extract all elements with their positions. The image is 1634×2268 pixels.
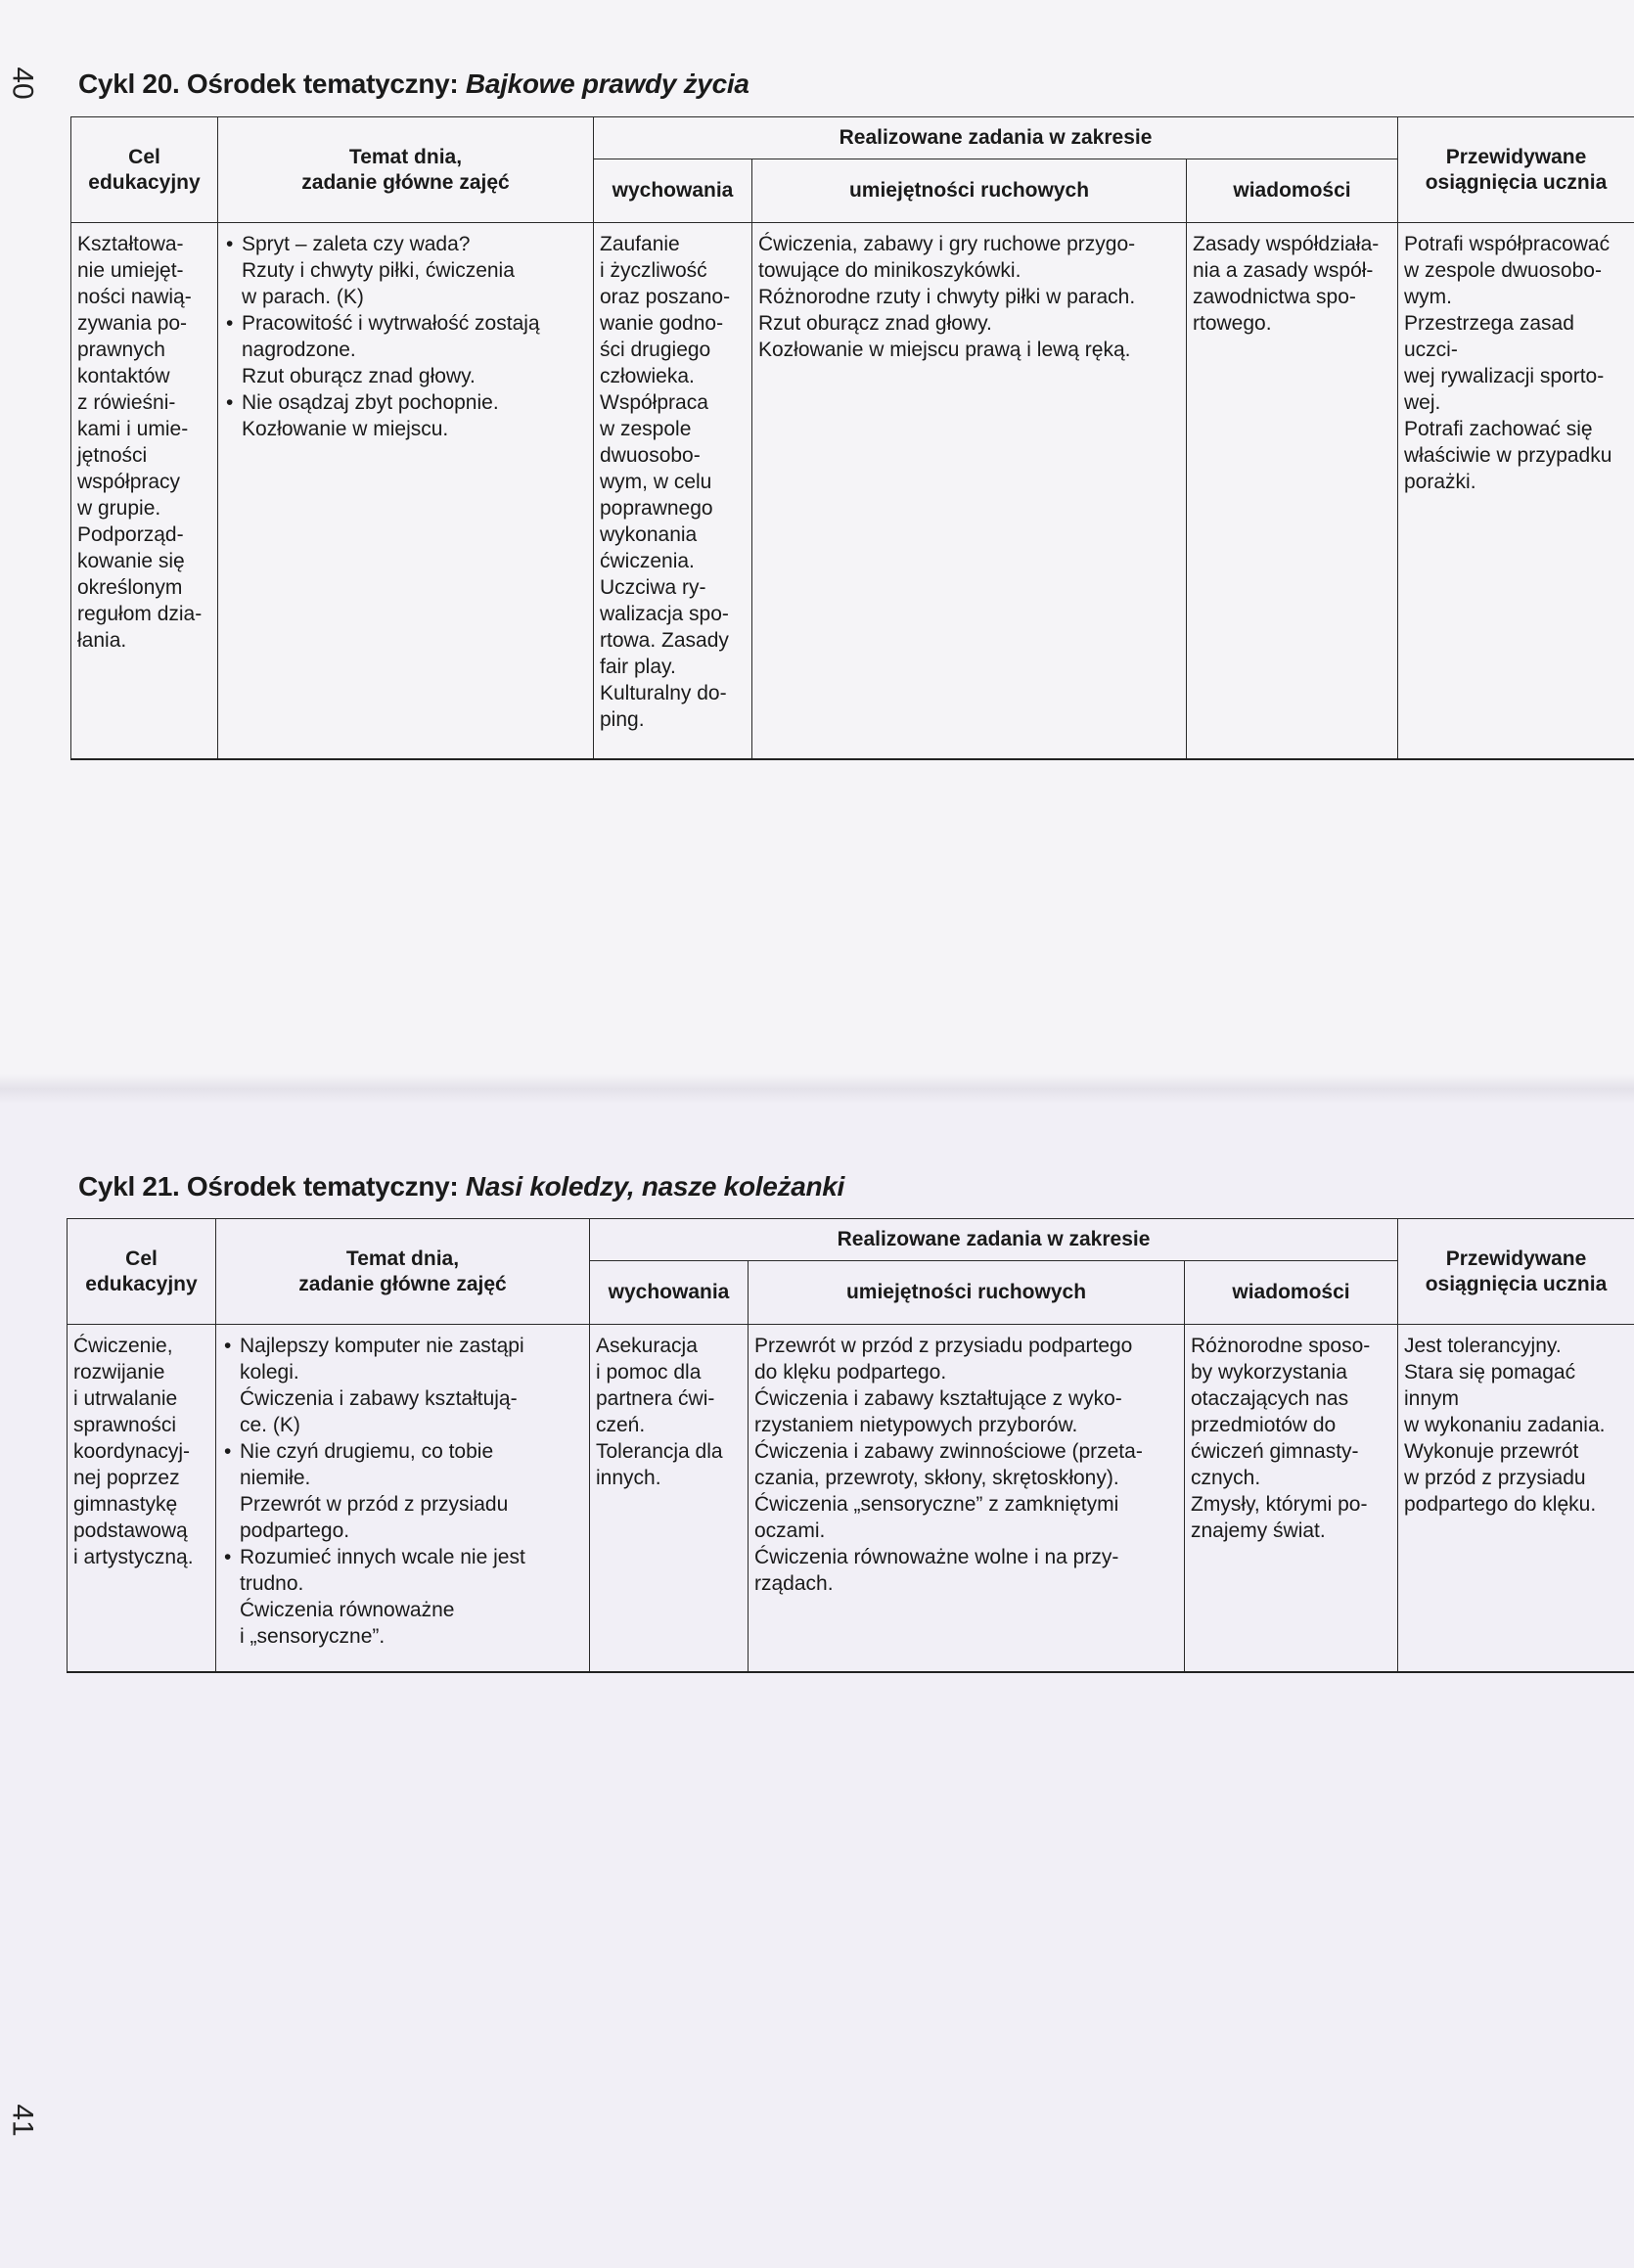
cycle-21-title-theme: Nasi koledzy, nasze koleżanki <box>465 1171 845 1202</box>
page-fold <box>0 1074 1634 1104</box>
cycle-20-achievements: Potrafi współpracować w zespole dwuosobo- wym. Przestrzega zasad uczci- wej rywalizacji sporto- wej. Potrafi zachować się właściwie w przypadku porażki. <box>1398 223 1634 759</box>
cycle-20-title-theme: Bajkowe prawdy życia <box>465 68 749 99</box>
header-motor-skills: umiejętności ruchowych <box>752 159 1187 223</box>
cycle-20-topic: • Nie osądzaj zbyt pochopnie. Kozłowanie w miejscu. <box>224 389 587 442</box>
header-tasks-group: Realizowane zadania w zakresie <box>594 117 1398 159</box>
cycle-20-goal: Kształtowa- nie umiejęt- ności nawią- zywania po- prawnych kontaktów z rówieśni- kami i umie- jętności współpracy w grupie. Podporząd- kowanie się określonym regułom dzia- łania. <box>71 223 218 759</box>
cycle-21-title-prefix: Cykl 21. Ośrodek tematyczny: <box>78 1171 466 1202</box>
cycle-21-topic: • Nie czyń drugiemu, co tobie niemiłe. Przewrót w przód z przysiadu podpartego. <box>222 1438 583 1544</box>
header-topic: Temat dnia, zadanie główne zajęć <box>216 1219 590 1325</box>
page-number-bottom: 41 <box>6 2104 39 2137</box>
cycle-21-upbringing: Asekuracja i pomoc dla partnera ćwi- czeń. Tolerancja dla innych. <box>590 1325 749 1672</box>
cycle-21-topic: • Najlepszy komputer nie zastąpi kolegi. Ćwiczenia i zabawy kształtują- ce. (K) <box>222 1333 583 1438</box>
cycle-21-achievements: Jest tolerancyjny. Stara się pomagać innym w wykonaniu zadania. Wykonuje przewrót w przód z przysiadu podpartego do klęku. <box>1398 1325 1634 1672</box>
cycle-20-topics <box>218 223 594 759</box>
cycle-21-title <box>78 1171 844 1202</box>
header-achievements: Przewidywane osiągnięcia ucznia <box>1398 1219 1634 1325</box>
cycle-21-table <box>67 1218 1634 1673</box>
header-upbringing: wychowania <box>594 159 752 223</box>
cycle-21-knowledge: Różnorodne sposo- by wykorzystania otaczających nas przedmiotów do ćwiczeń gimnasty- cznych. Zmysły, którymi po- znajemy świat. <box>1185 1325 1398 1672</box>
header-knowledge: wiadomości <box>1185 1261 1398 1325</box>
cycle-20-knowledge: Zasady współdziała- nia a zasady współ- zawodnictwa spo- rtowego. <box>1187 223 1398 759</box>
cycle-21-goal: Ćwiczenie, rozwijanie i utrwalanie sprawności koordynacyj- nej poprzez gimnastykę podstawową i artystyczną. <box>68 1325 216 1672</box>
header-goal: Cel edukacyjny <box>68 1219 216 1325</box>
page-number-top: 40 <box>6 67 39 100</box>
cycle-20-upbringing: Zaufanie i życzliwość oraz poszano- wanie godno- ści drugiego człowieka. Współpraca w zespole dwuosobo- wym, w celu poprawnego wykonania ćwiczenia. Uczciwa ry- walizacja spo- rtowa. Zasady fair play. Kulturalny do- ping. <box>594 223 752 759</box>
cycle-20-title-prefix: Cykl 20. Ośrodek tematyczny: <box>78 68 466 99</box>
cycle-20-topic: • Pracowitość i wytrwałość zostają nagrodzone. Rzut oburącz znad głowy. <box>224 310 587 389</box>
cycle-20-motor-skills: Ćwiczenia, zabawy i gry ruchowe przygo- towujące do minikoszykówki. Różnorodne rzuty i chwyty piłki w parach. Rzut oburącz znad głowy. Kozłowanie w miejscu prawą i lewą ręką. <box>752 223 1187 759</box>
header-knowledge: wiadomości <box>1187 159 1398 223</box>
cycle-20-table <box>70 116 1634 760</box>
cycle-21-topics <box>216 1325 590 1672</box>
header-achievements: Przewidywane osiągnięcia ucznia <box>1398 117 1634 223</box>
header-topic: Temat dnia, zadanie główne zajęć <box>218 117 594 223</box>
header-motor-skills: umiejętności ruchowych <box>749 1261 1185 1325</box>
header-tasks-group: Realizowane zadania w zakresie <box>590 1219 1398 1261</box>
header-upbringing: wychowania <box>590 1261 749 1325</box>
header-goal: Cel edukacyjny <box>71 117 218 223</box>
cycle-21-motor-skills: Przewrót w przód z przysiadu podpartego do klęku podpartego. Ćwiczenia i zabawy kształtujące z wyko- rzystaniem nietypowych przyborów. Ćwiczenia i zabawy zwinnościowe (przeta- czania, przewroty, skłony, skrętoskłony). Ćwiczenia „sensoryczne” z zamkniętymi oczami. Ćwiczenia równoważne wolne i na przy- rządach. <box>749 1325 1185 1672</box>
cycle-21-topic: • Rozumieć innych wcale nie jest trudno. Ćwiczenia równoważne i „sensoryczne”. <box>222 1544 583 1650</box>
cycle-20-topic: • Spryt – zaleta czy wada? Rzuty i chwyty piłki, ćwiczenia w parach. (K) <box>224 231 587 310</box>
cycle-20-title <box>78 68 749 100</box>
